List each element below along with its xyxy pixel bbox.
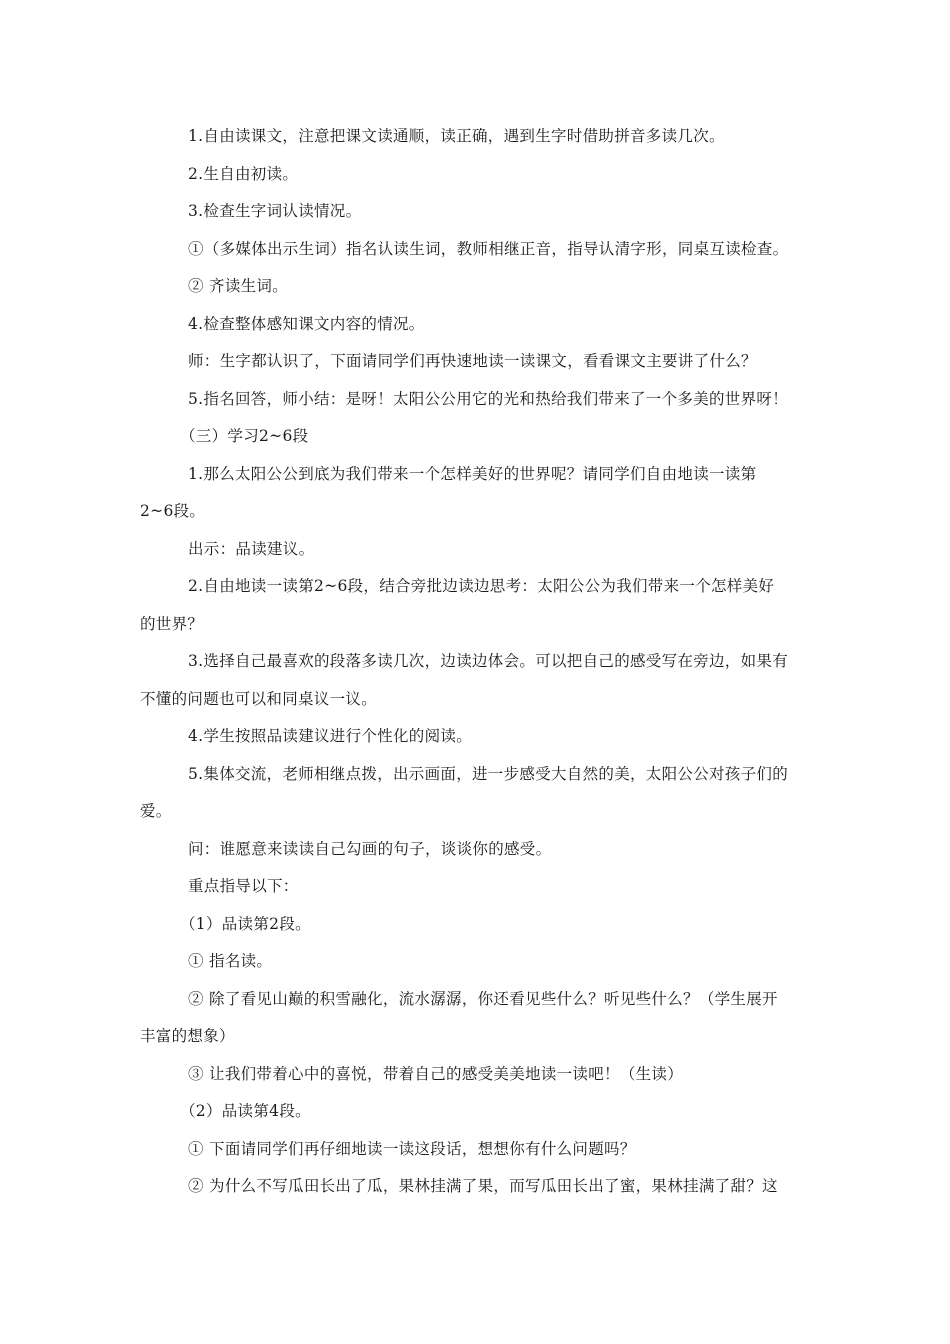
paragraph-line: ① 下面请同学们再仔细地读一读这段话，想想你有什么问题吗？ [188,1139,636,1158]
paragraph-line: 师：生字都认识了，下面请同学们再快速地读一读课文，看看课文主要讲了什么？ [188,352,757,370]
paragraph-line: 3.选择自己最喜欢的段落多读几次，边读边体会。可以把自己的感受写在旁边，如果有 [188,652,788,670]
paragraph-line: 4.检查整体感知课文内容的情况。 [188,314,425,333]
paragraph-line: 3.检查生字词认读情况。 [188,202,362,220]
subsection-heading: （1）品读第2段。 [180,914,311,933]
document-body [140,118,812,1206]
paragraph-line: 2.生自由初读。 [188,164,299,183]
paragraph-line: 出示：品读建议。 [188,539,315,558]
paragraph-line: 1.自由读课文，注意把课文读通顺，读正确，遇到生字时借助拼音多读几次。 [188,127,725,145]
paragraph-line: 的世界？ [140,614,204,633]
paragraph-line: 丰富的想象） [140,1027,235,1045]
paragraph-line: ③ 让我们带着心中的喜悦，带着自己的感受美美地读一读吧！（生读） [188,1064,684,1083]
paragraph-line: 重点指导以下： [188,877,299,895]
paragraph-line: 5.指名回答，师小结：是呀！太阳公公用它的光和热给我们带来了一个多美的世界呀！ [188,389,788,408]
paragraph-line: 4.学生按照品读建议进行个性化的阅读。 [188,727,472,745]
section-heading: （三）学习2~6段 [180,427,309,445]
paragraph-line: 问：谁愿意来读读自己勾画的句子，谈谈你的感受。 [188,839,552,858]
paragraph-line: 2~6段。 [140,502,206,520]
paragraph-line: ② 齐读生词。 [188,277,289,295]
subsection-heading: （2）品读第4段。 [180,1102,311,1120]
paragraph-line: ① 指名读。 [188,952,273,970]
paragraph-line: ② 除了看见山巅的积雪融化，流水潺潺，你还看见些什么？听见些什么？（学生展开 [188,989,778,1008]
paragraph-line: 不懂的问题也可以和同桌议一议。 [140,689,378,708]
paragraph-line: ①（多媒体出示生词）指名认读生词，教师相继正音，指导认清字形，同桌互读检查。 [188,239,789,258]
paragraph-line: 1.那么太阳公公到底为我们带来一个怎样美好的世界呢？请同学们自由地读一读第 [188,464,757,483]
paragraph-line: ② 为什么不写瓜田长出了瓜，果林挂满了果，而写瓜田长出了蜜，果林挂满了甜？这 [188,1177,778,1195]
paragraph-line: 5.集体交流，老师相继点拨，出示画面，进一步感受大自然的美，太阳公公对孩子们的 [188,764,788,783]
paragraph-line: 2.自由地读一读第2~6段，结合旁批边读边思考：太阳公公为我们带来一个怎样美好 [188,577,775,595]
paragraph-line: 爱。 [140,802,172,820]
